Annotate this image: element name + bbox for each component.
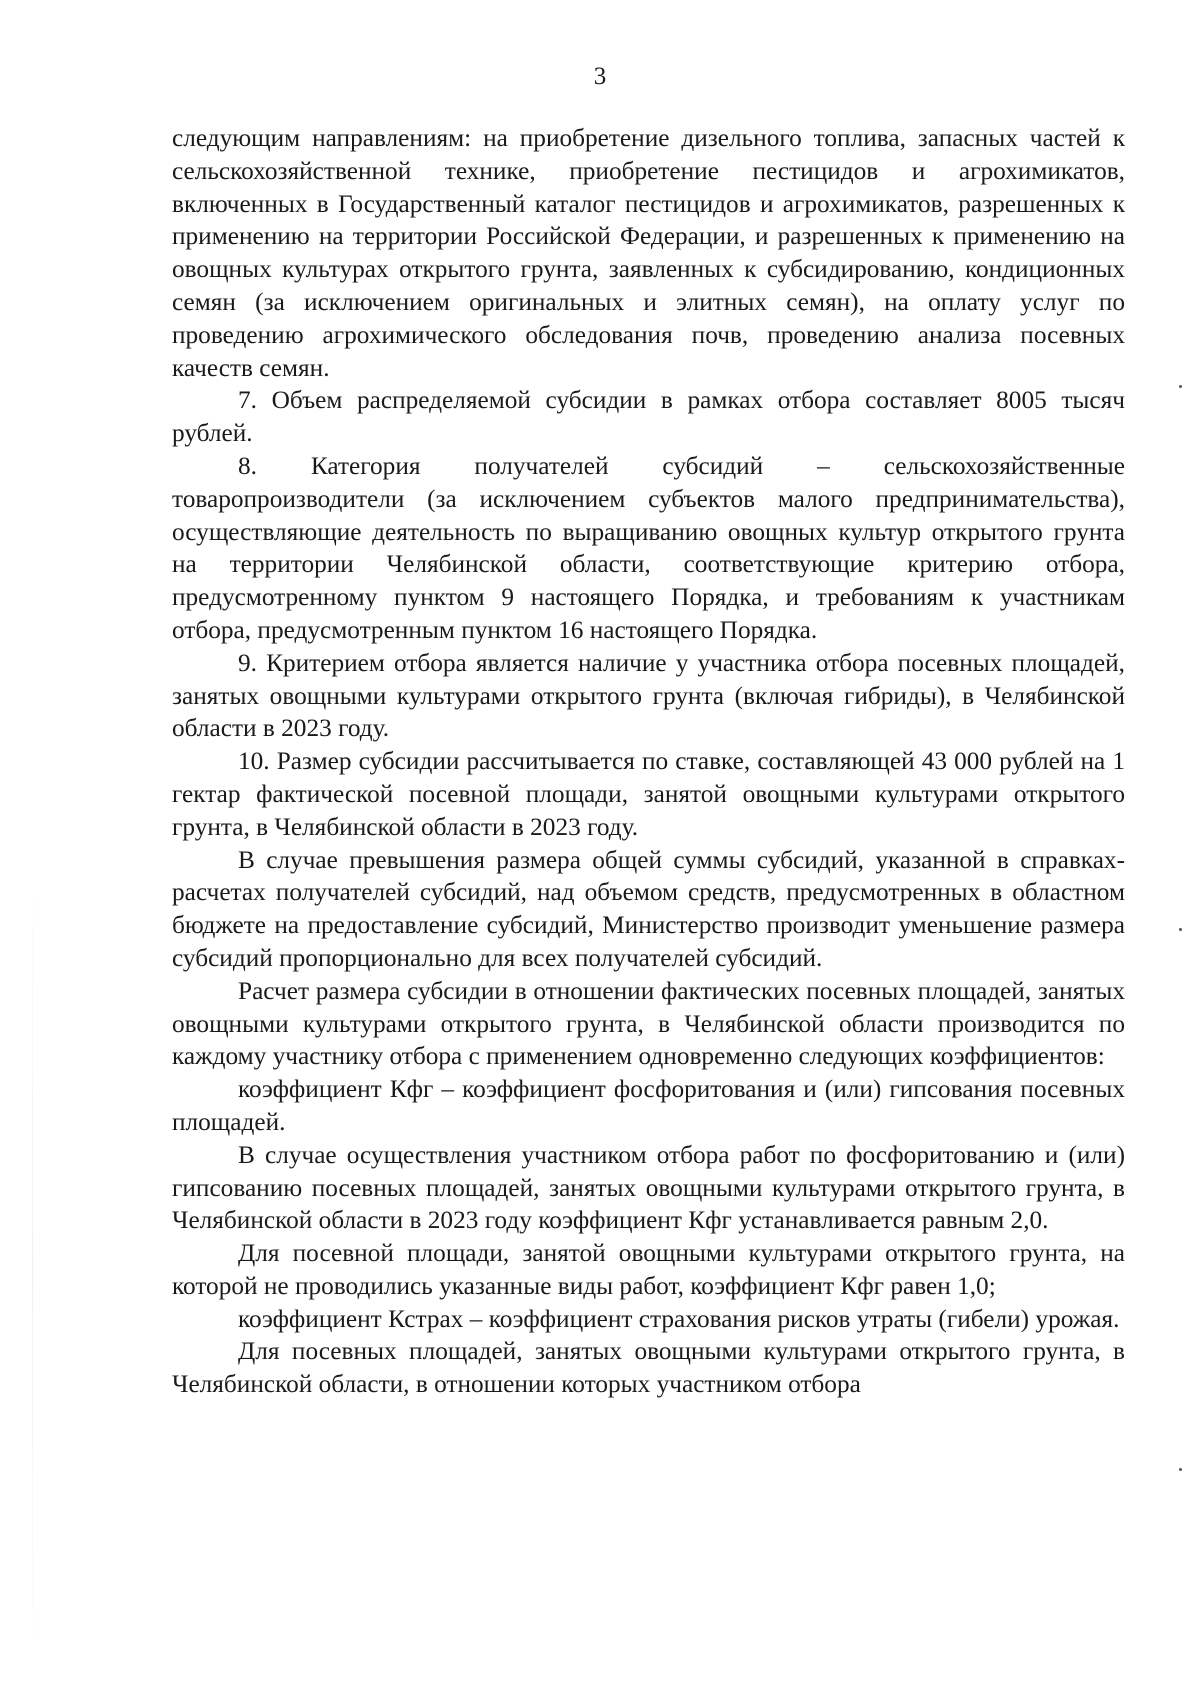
paragraph-coefficient-kfg: коэффициент Кфг – коэффициент фосфоритования и (или) гипсования посевных площадей. [172, 1075, 1125, 1136]
body-text [172, 122, 1125, 1401]
scan-speck [1179, 1468, 1182, 1471]
paragraph-kfg-1: Для посевной площади, занятой овощными культурами открытого грунта, на которой не проводились указанные виды работ, коэффициент Кфг равен 1,0; [172, 1239, 1125, 1300]
paragraph-item-8: 8. Категория получателей субсидий – сельскохозяйственные товаропроизводители (за исключением субъектов малого предпринимательства), осуществляющие деятельность по выращиванию овощных культур открытого грунта на территории Челябинской области, соответствующие критерию отбора, предусмотренному пунктом 9 настоящего Порядка, и требованиям к участникам отбора, предусмотренным пунктом 16 настоящего Порядка. [172, 451, 1125, 644]
scan-speck [1179, 385, 1182, 388]
paragraph-insured-areas: Для посевных площадей, занятых овощными культурами открытого грунта, в Челябинской области, в отношении которых участником отбора [172, 1337, 1125, 1399]
paragraph-excess-reduction: В случае превышения размера общей суммы субсидий, указанной в справках-расчетах получателей субсидий, над объемом средств, предусмотренных в областном бюджете на предоставление субсидий, Министерство производит уменьшение размера субсидий пропорционально для всех получателей субсидий. [172, 845, 1125, 972]
paragraph-continuation: следующим направлениям: на приобретение дизельного топлива, запасных частей к сельскохозяйственной технике, приобретение пестицидов и агрохимикатов, включенных в Государственный каталог пестицидов и агрохимикатов, разрешенных к применению на территории Российской Федерации, и разрешенных к применению на овощных культурах открытого грунта, заявленных к субсидированию, кондиционных семян (за исключением оригинальных и элитных семян), на оплату услуг по проведению агрохимического обследования почв, проведению анализа посевных качеств семян. [172, 124, 1125, 382]
paragraph-item-7: 7. Объем распределяемой субсидии в рамках отбора составляет 8005 тысяч рублей. [172, 386, 1125, 448]
paragraph-kfg-2: В случае осуществления участником отбора работ по фосфоритованию и (или) гипсованию посевных площадей, занятых овощными культурами открытого грунта, в Челябинской области в 2023 году коэффициент Кфг устанавливается равным 2,0. [172, 1140, 1125, 1235]
page-number: 3 [593, 63, 607, 90]
paragraph-coefficient-kstrakh: коэффициент Кстрах – коэффициент страхования рисков утраты (гибели) урожая. [238, 1304, 1120, 1333]
scan-edge-shadow [32, 860, 33, 1680]
paragraph-calculation: Расчет размера субсидии в отношении фактических посевных площадей, занятых овощными культурами открытого грунта, в Челябинской области производится по каждому участнику отбора с применением одновременно следующих коэффициентов: [172, 976, 1125, 1071]
paragraph-item-9: 9. Критерием отбора является наличие у участника отбора посевных площадей, занятых овощными культурами открытого грунта (включая гибриды), в Челябинской области в 2023 году. [172, 648, 1125, 743]
paragraph-item-10: 10. Размер субсидии рассчитывается по ставке, составляющей 43 000 рублей на 1 гектар фактической посевной площади, занятой овощными культурами открытого грунта, в Челябинской области в 2023 году. [172, 747, 1125, 841]
scan-speck [1179, 928, 1182, 931]
